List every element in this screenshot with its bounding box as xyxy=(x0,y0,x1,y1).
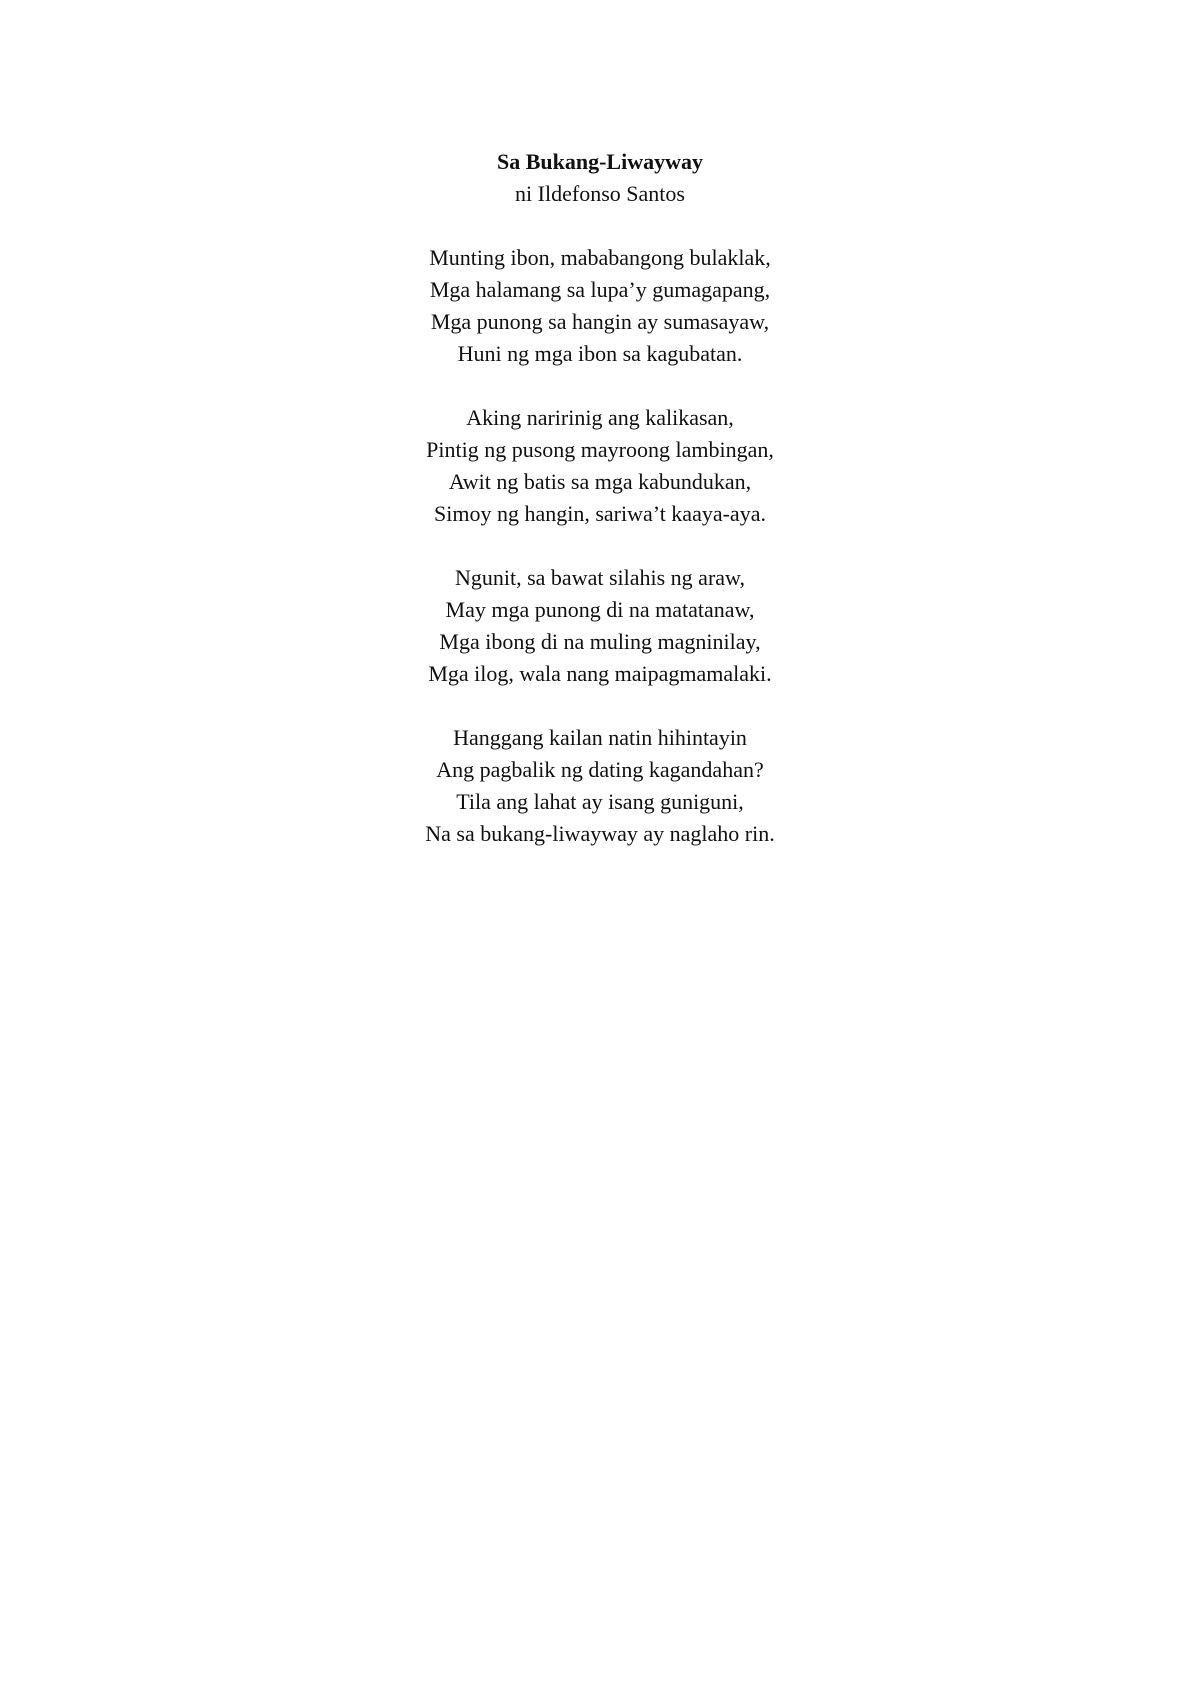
poem-line: Tila ang lahat ay isang guniguni, xyxy=(456,789,744,814)
poem-line: Hanggang kailan natin hihintayin xyxy=(453,725,747,750)
poem-line: Awit ng batis sa mga kabundukan, xyxy=(448,469,752,494)
poem-line: Mga halamang sa lupa’y gumagapang, xyxy=(429,277,771,302)
poem xyxy=(300,146,900,882)
poem-line: Ngunit, sa bawat silahis ng araw, xyxy=(454,565,745,590)
stanza-1 xyxy=(300,242,900,370)
poem-line: Huni ng mga ibon sa kagubatan. xyxy=(457,341,743,366)
poem-line: Mga ibong di na muling magninilay, xyxy=(439,629,761,654)
poem-line: Mga ilog, wala nang maipagmamalaki. xyxy=(428,661,772,686)
poem-author: ni Ildefonso Santos xyxy=(515,181,685,206)
poem-line: Munting ibon, mababangong bulaklak, xyxy=(429,245,771,270)
poem-line: Mga punong sa hangin ay sumasayaw, xyxy=(430,309,770,334)
poem-line: Na sa bukang-liwayway ay naglaho rin. xyxy=(425,821,775,846)
poem-title: Sa Bukang-Liwayway xyxy=(496,149,703,174)
poem-line: Pintig ng pusong mayroong lambingan, xyxy=(426,437,774,462)
poem-line: Aking naririnig ang kalikasan, xyxy=(466,405,734,430)
stanza-4 xyxy=(300,722,900,850)
stanza-3 xyxy=(300,562,900,690)
poem-line: May mga punong di na matatanaw, xyxy=(445,597,755,622)
stanza-2 xyxy=(300,402,900,530)
poem-line: Ang pagbalik ng dating kagandahan? xyxy=(436,757,764,782)
poem-line: Simoy ng hangin, sariwa’t kaaya-aya. xyxy=(434,501,766,526)
